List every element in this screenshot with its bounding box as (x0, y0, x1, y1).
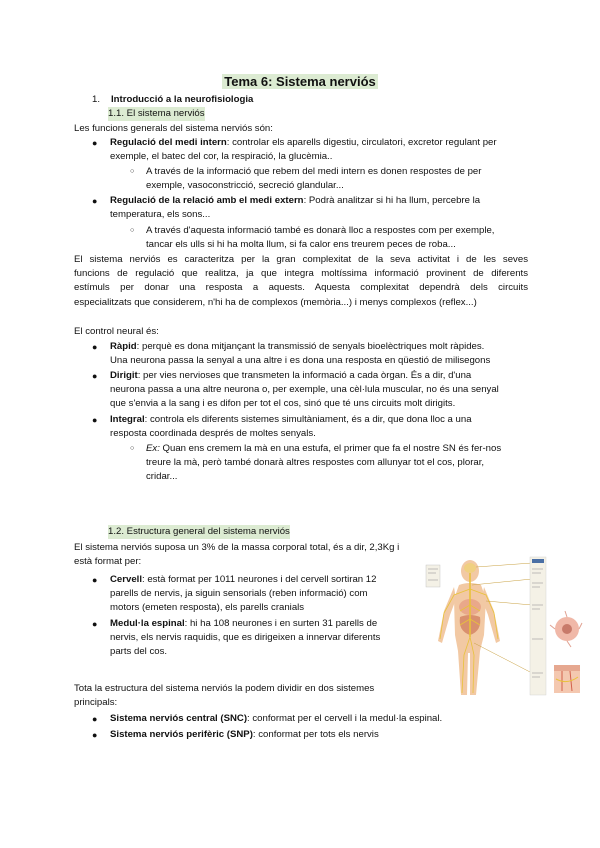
section-1-heading: Introducció a la neurofisiologia (111, 94, 254, 105)
bullet-integral: Integral: controla els diferents sistemes simultàniament, és a dir, que dona lloc a una (110, 414, 472, 425)
bullet-dot: ● (92, 371, 98, 381)
bullet-medi-extern: Regulació de la relació amb el medi extern: Podrà analitzar si hi ha llum, percebre la (110, 195, 481, 206)
functions-intro: Les funcions generals del sistema nerviós són: (74, 123, 273, 134)
bullet-dot: ● (92, 730, 98, 740)
sub-bullet-circle: ○ (130, 227, 135, 234)
bullet-cervell-cont: motors (emeten resposta), els parells cranials (110, 602, 305, 613)
paragraph-structure-line: El sistema nerviós suposa un 3% de la massa corporal total, és a dir, 2,3Kg i (74, 542, 400, 553)
sub-bullet-example-cont: treure la mà, però també donarà altres respostes com allunyar tot el cos, plorar, (146, 457, 485, 468)
bullet-dot: ● (92, 714, 98, 724)
bullet-dirigit-cont: neurona passa a una altre neurona o, per exemple, una cèl·lula muscular, no és una senyal (110, 384, 499, 395)
bullet-medulla-cont: parts del cos. (110, 646, 168, 657)
bullet-dot: ● (92, 575, 98, 585)
bullet-medulla: Medul·la espinal: hi ha 108 neurones i en surten 31 parells de (110, 618, 378, 629)
bullet-medi-intern-cont: exemple, el batec del cor, la respiració, la glucèmia.. (110, 151, 333, 162)
bullet-rapid: Ràpid: perquè es dona mitjançant la transmissió de senyals bioelèctriques molt ràpides. (110, 341, 485, 352)
paragraph-division-line: principals: (74, 697, 118, 708)
bullet-snc: Sistema nerviós central (SNC): conformat per el cervell i la medul·la espinal. (110, 713, 443, 724)
subsection-1-1-heading: 1.1. El sistema nerviós (108, 108, 205, 119)
bullet-rapid-cont: Una neurona passa la senyal a una altre i es dona una resposta en qüestió de milisegons (110, 355, 491, 366)
bullet-dirigit: Dirigit: per vies nervioses que transmeten la informació a cada òrgan. És a dir, d'una (110, 370, 472, 381)
sub-bullet-medi-extern: A través d'aquesta informació també es donarà lloc a respostes com per exemple, (146, 225, 495, 236)
paragraph-complexity-line: El sistema nerviós es caracteritza per la gran complexitat de la seva activitat i de les seves (74, 254, 528, 265)
paragraph-complexity-line: estímuls per donar una resposta a aquests. Aquesta complexitat dependrà dels circuits (74, 282, 528, 293)
sub-bullet-medi-intern-cont: exemple, vasoconstricció, secreció glandular... (146, 180, 344, 191)
paragraph-division-line: Tota la estructura del sistema nerviós la podem dividir en dos sistemes (74, 683, 375, 694)
page-title: Tema 6: Sistema nerviós (224, 74, 376, 89)
bullet-dot: ● (92, 415, 98, 425)
bullet-medi-extern-cont: temperatura, els sons... (110, 209, 211, 220)
bullet-cervell-cont: parells de nervis, ja siguin sensorials (reben informació) com (110, 588, 368, 599)
paragraph-complexity-line: funcions de regulació que realitza, ja que integra moltíssima informació provinent de diferents (74, 268, 528, 279)
bullet-cervell: Cervell: està format per 1011 neurones i del cervell sortiran 12 (110, 574, 377, 585)
subsection-1-2-heading: 1.2. Estructura general del sistema nerviós (108, 526, 290, 537)
bullet-medulla-cont: nervis, els nervis raquidis, que es dirigeixen a innervar diferents (110, 632, 381, 643)
bullet-dirigit-cont: que s'envia a la sang i es difon per tot el cos, sinó que té uns circuits molt dirigits. (110, 398, 456, 409)
paragraph-structure-line: està format per: (74, 556, 142, 567)
paragraph-complexity-line: especialitzats que considerem, n'hi ha de complexos (memòria...) i menys complexos (reflex...) (74, 297, 477, 308)
bullet-dot: ● (92, 619, 98, 629)
sub-bullet-medi-intern: A través de la informació que rebem del medi intern es donen respostes de per (146, 166, 482, 177)
bullet-dot: ● (92, 138, 98, 148)
section-1-number: 1. (92, 94, 101, 105)
bullet-medi-intern: Regulació del medi intern: controlar els aparells digestiu, circulatori, excretor regulant per (110, 137, 497, 148)
sub-bullet-example: Ex: Quan ens cremem la mà en una estufa, el primer que fa el nostre SN és fer-nos (146, 443, 502, 454)
sub-bullet-circle: ○ (130, 168, 135, 175)
sub-bullet-medi-extern-cont: tancar els ulls si hi ha molta llum, si fa calor ens treurem peces de roba... (146, 239, 456, 250)
control-intro: El control neural és: (74, 326, 159, 337)
bullet-dot: ● (92, 342, 98, 352)
bullet-integral-cont: resposta coordinada després de moltes senyals. (110, 428, 316, 439)
sub-bullet-example-cont: cridar... (146, 471, 178, 482)
bullet-snp: Sistema nerviós perifèric (SNP): conformat per tots els nervis (110, 729, 379, 740)
nervous-system-illustration (424, 555, 584, 703)
sub-bullet-circle: ○ (130, 445, 135, 452)
bullet-dot: ● (92, 196, 98, 206)
